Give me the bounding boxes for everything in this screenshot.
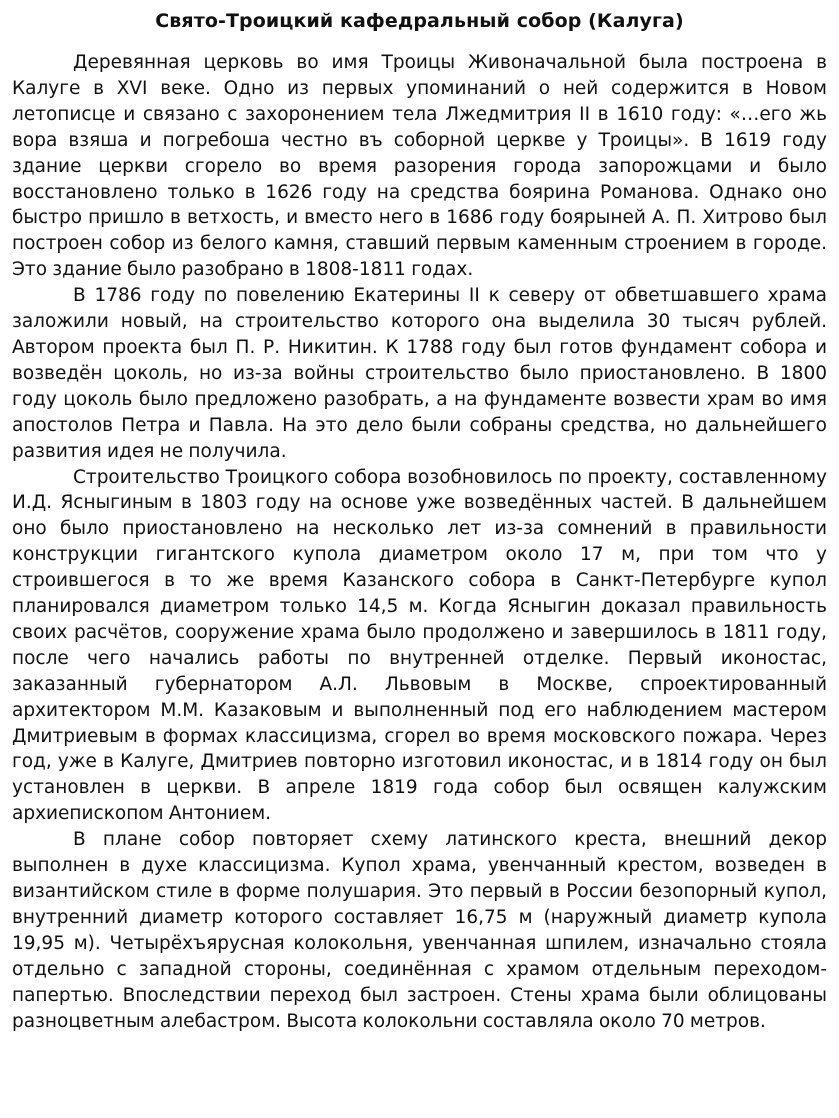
paragraph-catherine-project: В 1786 году по повелению Екатерины II к северу от обветшавшего храма заложили новый, на строительство которого она выделила 30 тысяч рублей. Автором проекта был П. Р. Никитин. К 1788 году был готов фундамент собора и возведён цоколь, но из-за войны строительство было приостановлено. В 1800 году цоколь было предложено разобрать, а на фундаменте возвести храм во имя апостолов Петра и Павла. На это дело были собраны средства, но дальнейшего развития идея не получила. <box>12 285 827 462</box>
paragraph-history-wooden-church: Деревянная церковь во имя Троицы Живоначальной была построена в Калуге в XVI веке. Одно из первых упоминаний о ней содержится в Новом летописце и связано с захоронением тела Лжедмитрия II в 1610 году: «…его жь вора взяша и погребоша честно въ соборной церкве у Троицы». В 1619 году здание церкви сгорело во время разорения города запорожцами и было восстановлено только в 1626 году на средства боярина Романова. Однако оно быстро пришло в ветхость, и вместо него в 1686 году боярыней А. П. Хитрово был построен собор из белого камня, ставший первым каменным строением в городе. Это здание было разобрано в 1808-1811 годах. <box>12 52 827 281</box>
paragraph-construction: Строительство Троицкого собора возобновилось по проекту, составленному И.Д. Ясныгиным в 1803 году на основе уже возведённых частей. В дальнейшем оно было приостановлено на несколько лет из-за сомнений в правильности конструкции гигантского купола диаметром около 17 м, при том что у строившегося в то же время Казанского собора в Санкт-Петербурге купол планировался диаметром только 14,5 м. Когда Ясныгин доказал правильность своих расчётов, сооружение храма было продолжено и завершилось в 1811 году, после чего начались работы по внутренней отделке. Первый иконостас, заказанный губернатором А.Л. Львовым в Москве, спроектированный архитектором М.М. Казаковым и выполненный под его наблюдением мастером Дмитриевым в формах классицизма, сгорел во время московского пожара. Через год, уже в Калуге, Дмитриев повторно изготовил иконостас, и в 1814 году он был установлен в церкви. В апреле 1819 года собор был освящен калужским архиепископом Антонием. <box>12 466 827 825</box>
document-title: Свято-Троицкий кафедральный собор (Калуга) <box>155 10 684 32</box>
paragraph-architecture: В плане собор повторяет схему латинского креста, внешний декор выполнен в духе классицизма. Купол храма, увенчанный крестом, возведен в византийском стиле в форме полушария. Это первый в России безопорный купол, внутренний диаметр которого составляет 16,75 м (наружный диаметр купола 19,95 м). Четырёхъярусная колокольня, увенчанная шпилем, изначально стояла отдельно с западной стороны, соединённая с храмом отдельным переходом-папертью. Впоследствии переход был застроен. Стены храма были облицованы разноцветным алебастром. Высота колокольни составляла около 70 метров. <box>12 829 827 1032</box>
